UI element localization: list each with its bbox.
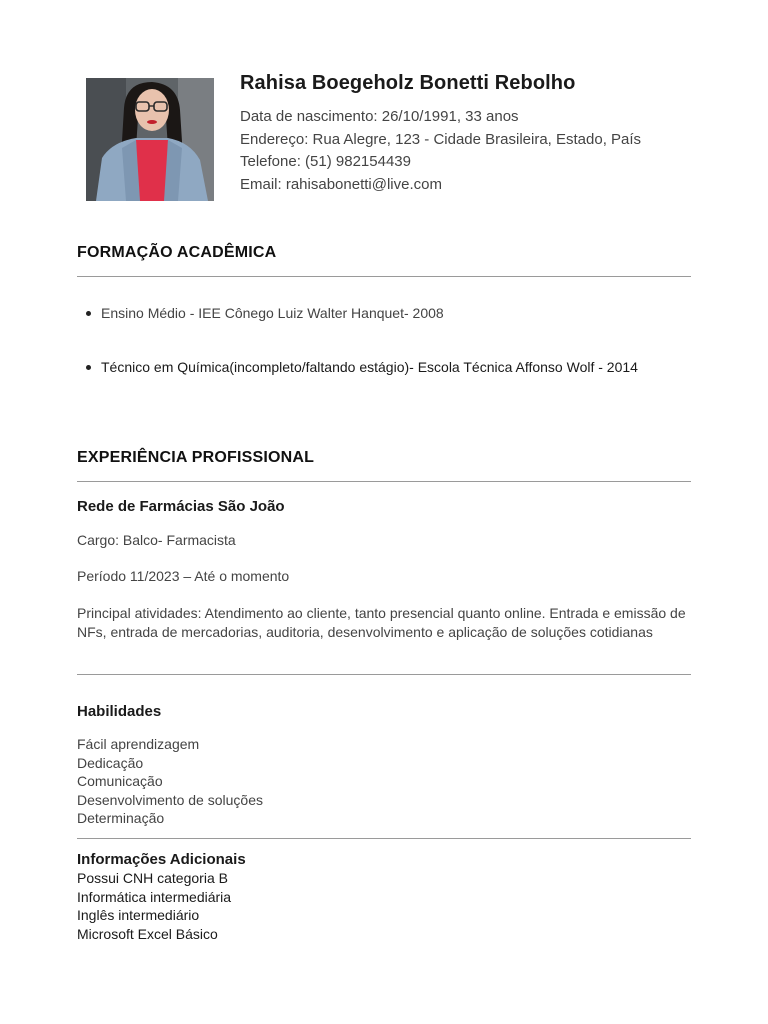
resume-page: Rahisa Boegeholz Bonetti Rebolho Data de nascimento: 26/10/1991, 33 anos Endereço: Rua Alegre, 123 - Cidade Brasileira, Estado, País Telefone: (51) 982154439 Email: rahisabonetti@live.com FORMAÇÃO ACADÊMICA Ensino Médio - IEE Cônego Luiz Walter Hanquet- 2008 Técnico em Química(incompleto/faltando estágio)- Escola Técnica Affonso Wolf - 2014 EXPERIÊNCIA PROFISSIONAL Rede de Farmácias São João Cargo: Balco- Farmacista Período 11/2023 – Até o momento Principal atividades: Atendimento ao cliente, tanto presencial quanto online. Entrada e emissão de NFs, entrada de mercadorias, auditoria, desenvolvimento e aplicação de soluções cotidianas Habilidades Fácil aprendizagem Dedicação Comunicação Desenvolvimento de soluções Determinação Informações Adicionais Possui CNH categoria B Informática intermediária Inglês intermediário Microsoft Excel Básico [0, 0, 768, 1024]
section-divider [77, 838, 691, 839]
birth-date: Data de nascimento: 26/10/1991, 33 anos [240, 108, 519, 125]
section-divider [77, 674, 691, 675]
skills-title: Habilidades [77, 703, 162, 720]
contact-info [240, 106, 720, 197]
education-title: FORMAÇÃO ACADÊMICA [77, 244, 277, 261]
additional-item: Possui CNH categoria B [77, 870, 228, 886]
phone: Telefone: (51) 982154439 [240, 153, 411, 171]
address: Endereço: Rua Alegre, 123 - Cidade Brasileira, Estado, País [240, 130, 642, 148]
additional-item: Microsoft Excel Básico [77, 925, 218, 942]
job-period: Período 11/2023 – Até o momento [77, 568, 290, 584]
skill-item: Dedicação [77, 754, 144, 771]
additional-list [77, 869, 477, 943]
additional-title: Informações Adicionais [77, 851, 246, 868]
bullet-icon [86, 311, 91, 316]
profile-photo [86, 78, 214, 201]
additional-item: Informática intermediária [77, 888, 232, 905]
section-divider [77, 481, 691, 482]
skills-list [77, 735, 477, 828]
full-name: Rahisa Boegeholz Bonetti Rebolho [240, 72, 576, 94]
company-name: Rede de Farmácias São João [77, 498, 285, 515]
bullet-icon [86, 365, 91, 370]
email: Email: rahisabonetti@live.com [240, 176, 442, 194]
skill-item: Determinação [77, 810, 165, 826]
additional-item: Inglês intermediário [77, 907, 200, 923]
skill-item: Fácil aprendizagem [77, 736, 200, 752]
job-activities: Principal atividades: Atendimento ao cliente, tanto presencial quanto online. Entrada e emissão de NFs, entrada de mercadorias, auditoria, desenvolvimento e aplicação de soluções cotidianas [77, 605, 686, 640]
job-role: Cargo: Balco- Farmacista [77, 532, 236, 548]
experience-title: EXPERIÊNCIA PROFISSIONAL [77, 449, 315, 466]
skill-item: Comunicação [77, 773, 163, 789]
skill-item: Desenvolvimento de soluções [77, 791, 263, 808]
section-divider [77, 276, 691, 277]
